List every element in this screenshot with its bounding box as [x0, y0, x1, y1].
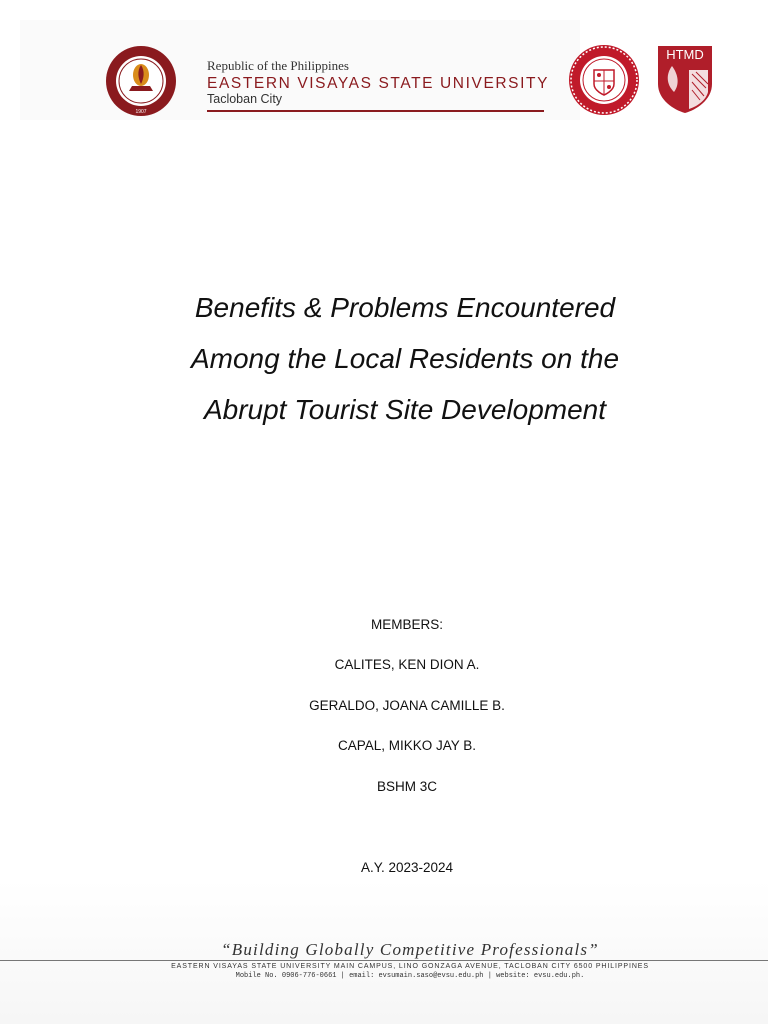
members-label: MEMBERS: — [370, 617, 443, 632]
section-label: BSHM 3C — [376, 779, 437, 794]
seal-year: 1907 — [135, 109, 147, 115]
footer-motto: “Building Globally Competitive Professionals” — [221, 940, 599, 959]
footer-address: EASTERN VISAYAS STATE UNIVERSITY MAIN CAMPUS, LINO GONZAGA AVENUE, TACLOBAN CITY 6500 PHILIPPINES — [171, 963, 649, 970]
college-seal-icon — [566, 44, 642, 116]
title-line-1: Benefits & Problems Encountered — [194, 292, 616, 323]
member-name: CAPAL, MIKKO JAY B. — [337, 738, 477, 753]
htmd-text: HTMD — [666, 47, 704, 62]
member-name: GERALDO, JOANA CAMILLE B. — [309, 698, 505, 713]
republic-text: Republic of the Philippines — [207, 58, 349, 73]
university-name: EASTERN VISAYAS STATE UNIVERSITY — [207, 75, 550, 92]
title-line-2: Among the Local Residents on the — [190, 343, 620, 374]
member-name: CALITES, KEN DION A. — [334, 657, 480, 672]
document-title — [0, 282, 768, 435]
evsu-seal-icon — [100, 44, 182, 118]
title-line-3: Abrupt Tourist Site Development — [203, 394, 607, 425]
footer-rule — [0, 960, 768, 961]
htmd-shield-icon — [656, 44, 714, 114]
header-rule — [207, 110, 544, 112]
footer-contact: Mobile No. 0906-776-0661 | email: evsumain.saso@evsu.edu.ph | website: evsu.edu.ph. — [235, 972, 585, 980]
city-text: Tacloban City — [207, 92, 283, 106]
academic-year: A.Y. 2023-2024 — [360, 860, 454, 875]
